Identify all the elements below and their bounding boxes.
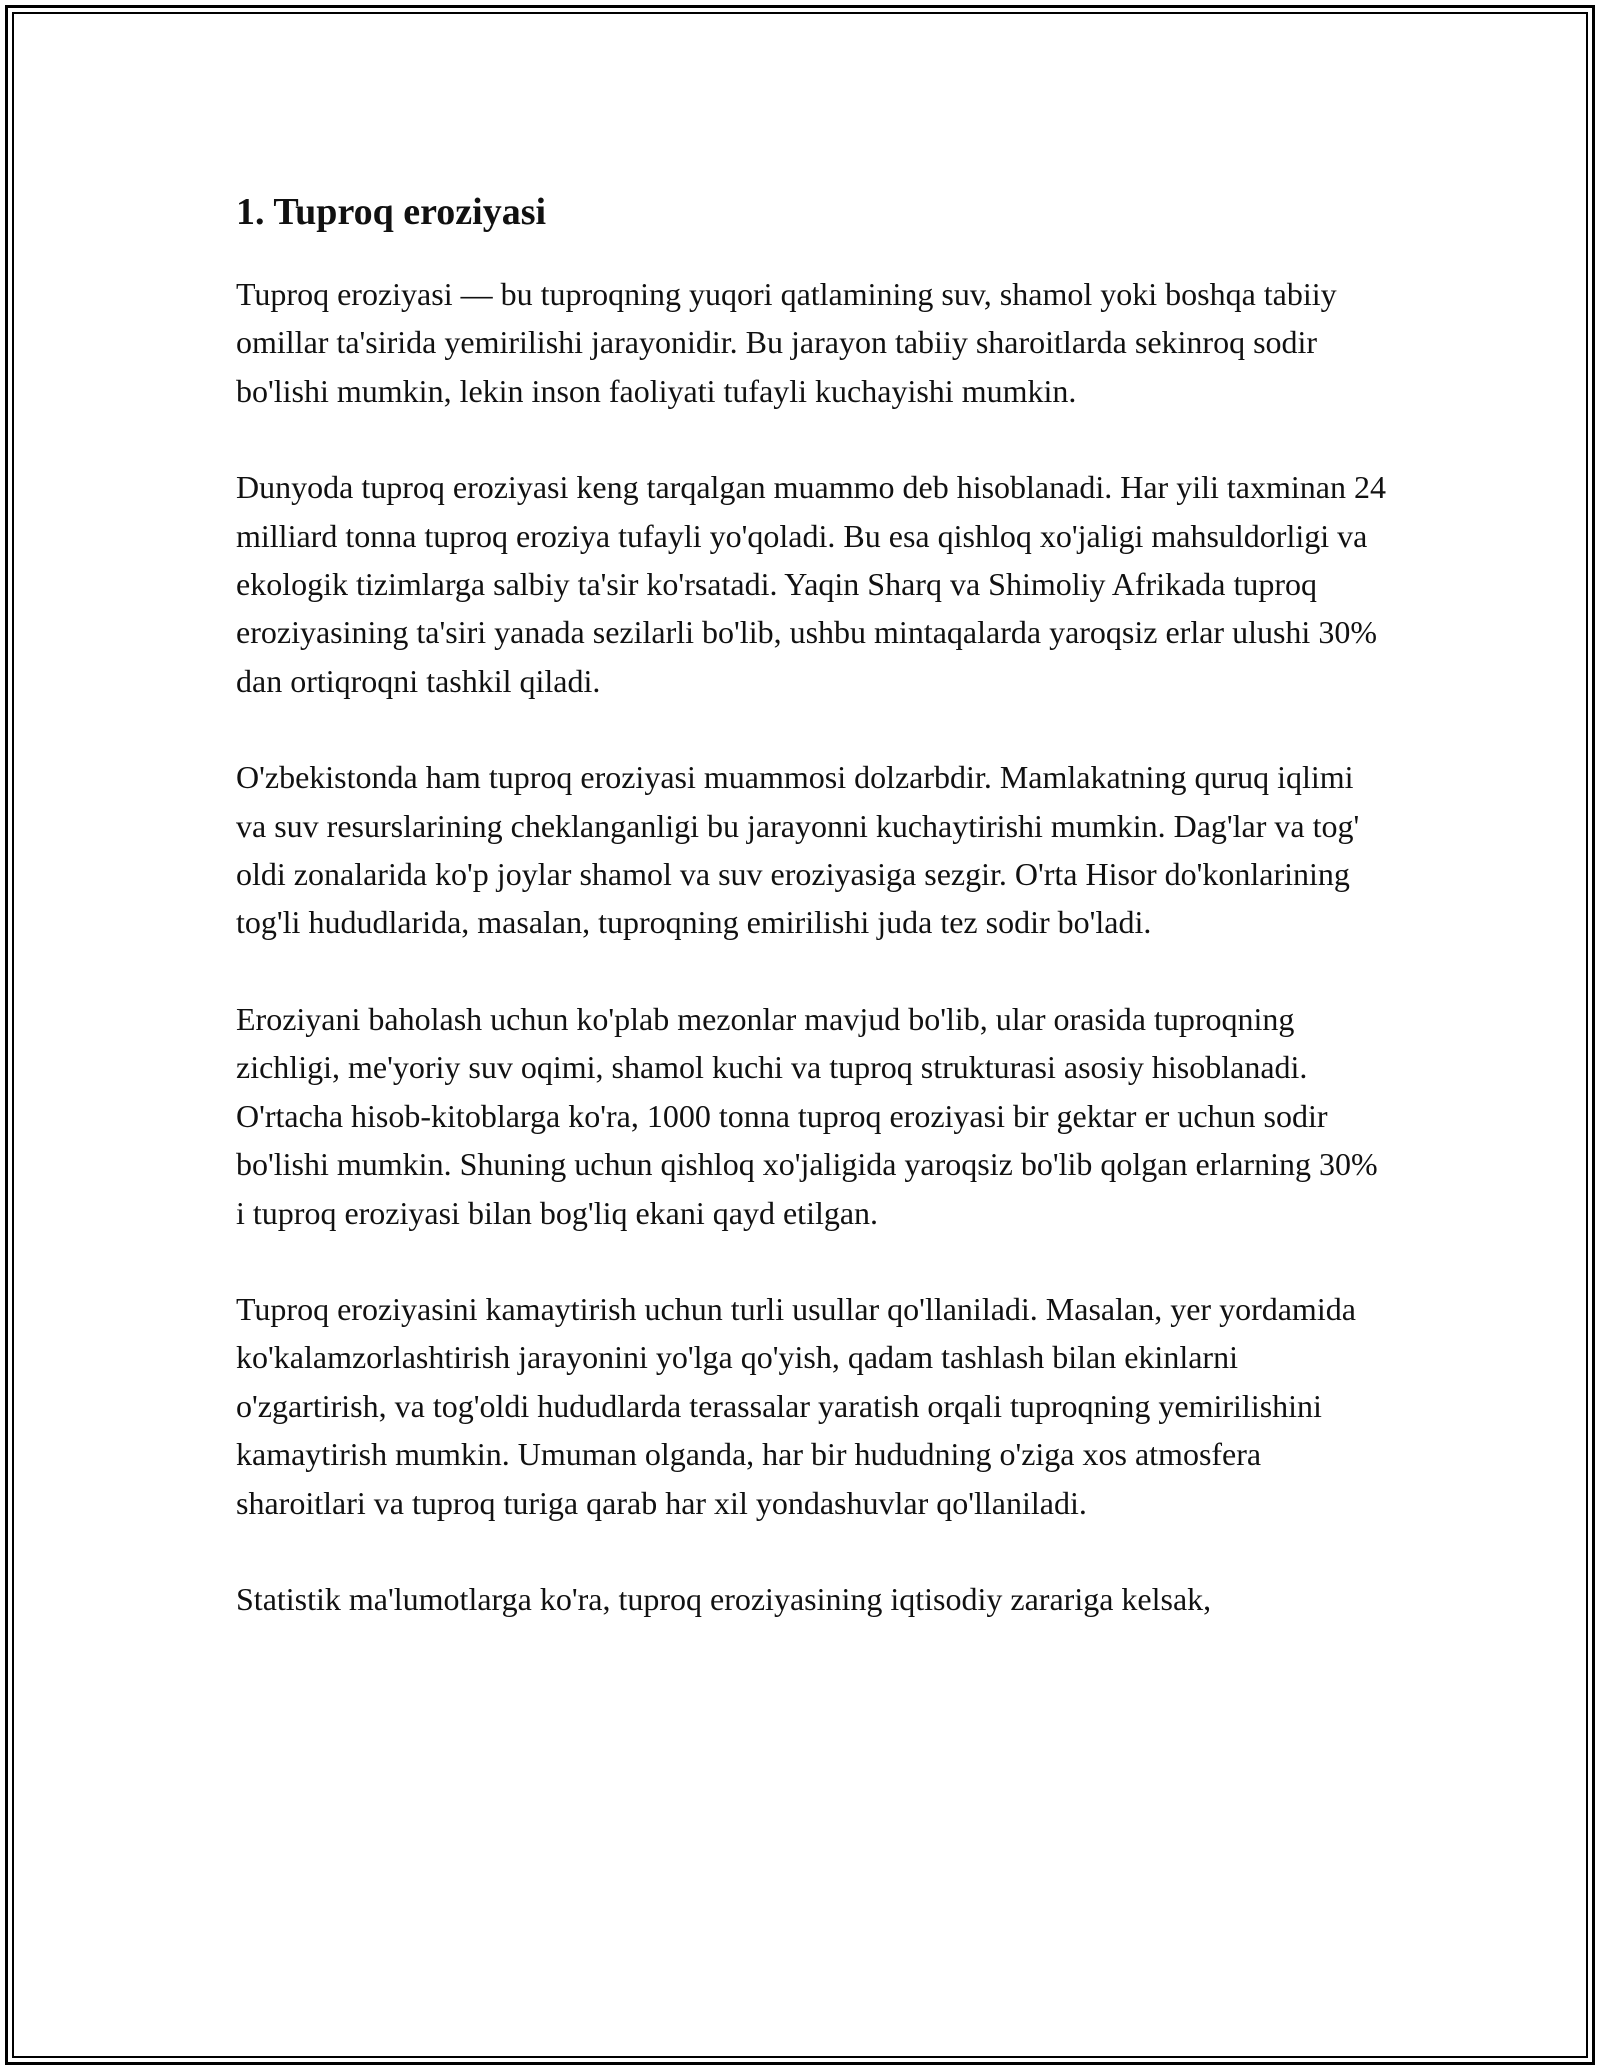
paragraph-mitigation: Tuproq eroziyasini kamaytirish uchun turli usullar qo'llaniladi. Masalan, yer yordamida ko'kalamzorlashtirish jarayonini yo'lga qo'yish, qadam tashlash bilan ekinlarni o'zgartirish, va tog'oldi hududlarda terassalar yaratish orqali tuproqning yemirilishini kamaytirish mumkin. Umuman olganda, har bir hududning o'ziga xos atmosfera sharoitlari va tuproq turiga qarab har xil yondashuvlar qo'llaniladi. — [236, 1290, 1356, 1521]
document-body — [236, 186, 1386, 1671]
section-heading: 1. Tuproq eroziyasi — [236, 191, 547, 233]
paragraph-assessment: Eroziyani baholash uchun ko'plab mezonlar mavjud bo'lib, ular orasida tuproqning zichligi, me'yoriy suv oqimi, shamol kuchi va tuproq strukturasi asosiy hisoblanadi. O'rtacha hisob-kitoblarga ko'ra, 1000 tonna tuproq eroziyasi bir gektar er uchun sodir bo'lishi mumkin. Shuning uchun qishloq xo'jaligida yaroqsiz bo'lib qolgan erlarning 30% i tuproq eroziyasi bilan bog'liq ekani qayd etilgan. — [236, 1000, 1378, 1231]
paragraph-statistics: Statistik ma'lumotlarga ko'ra, tuproq eroziyasining iqtisodiy zarariga kelsak, — [236, 1580, 1212, 1617]
paragraph-global: Dunyoda tuproq eroziyasi keng tarqalgan muammo deb hisoblanadi. Har yili taxminan 24 milliard tonna tuproq eroziya tufayli yo'qoladi. Bu esa qishloq xo'jaligi mahsuldorligi va ekologik tizimlarga salbiy ta'sir ko'rsatadi. Yaqin Sharq va Shimoliy Afrikada tuproq eroziyasining ta'siri yanada sezilarli bo'lib, ushbu mintaqalarda yaroqsiz erlar ulushi 30% dan ortiqroqni tashkil qiladi. — [236, 469, 1386, 699]
paragraph-definition: Tuproq eroziyasi — bu tuproqning yuqori qatlamining suv, shamol yoki boshqa tabiiy omillar ta'sirida yemirilishi jarayonidir. Bu jarayon tabiiy sharoitlarda sekinroq sodir bo'lishi mumkin, lekin inson faoliyati tufayli kuchayishi mumkin. — [236, 276, 1337, 409]
paragraph-uzbekistan: O'zbekistonda ham tuproq eroziyasi muammosi dolzarbdir. Mamlakatning quruq iqlimi va suv resurslarining cheklanganligi bu jarayonni kuchaytirishi mumkin. Dag'lar va tog' oldi zonalarida ko'p joylar shamol va suv eroziyasiga sezgir. O'rta Hisor do'konlarining tog'li hududlarida, masalan, tuproqning emirilishi juda tez sodir bo'ladi. — [236, 759, 1360, 941]
